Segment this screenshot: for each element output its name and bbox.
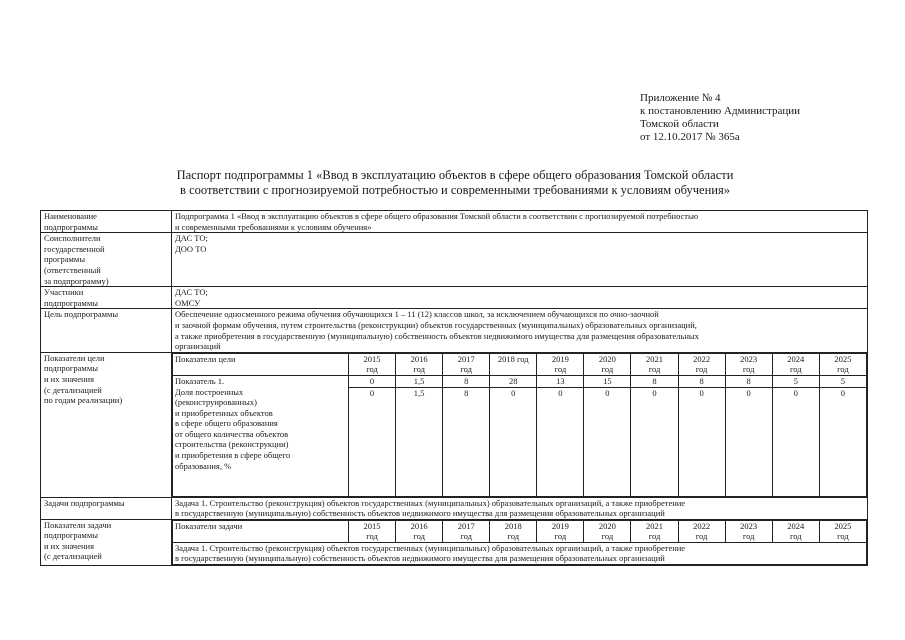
- row-label: Показатели цели подпрограммы и их значения (с детализацией по годам реализации): [41, 352, 172, 497]
- year-header: 2016 год: [396, 520, 443, 542]
- year-header: 2023 год: [725, 353, 772, 375]
- value-cell: 8: [678, 375, 725, 387]
- task-row: [173, 542, 867, 564]
- table-row: [41, 352, 868, 497]
- year-header: 2023 год: [725, 520, 772, 542]
- value-cell: 15: [584, 375, 631, 387]
- appendix-line: от 12.10.2017 № 365а: [640, 131, 740, 143]
- indicator-cell: [173, 375, 349, 496]
- values-row: [173, 375, 867, 387]
- row-label: Соисполнители государственной программы (ответственный за подпрограмму): [41, 233, 172, 287]
- year-header: 2024 год: [772, 520, 819, 542]
- year-header: 2015 год: [349, 353, 396, 375]
- value-cell: 0: [678, 387, 725, 496]
- value-cell: 8: [725, 375, 772, 387]
- row-value: Задача 1. Строительство (реконструкция) объектов государственных (муниципальных) образовательных организаций, а также приобретение в государственную (муниципальную) собственность объектов недвижимого имущества для размещения образовательных организаций: [172, 497, 868, 519]
- value-cell: 0: [584, 387, 631, 496]
- row-label: Цель подпрограммы: [41, 309, 172, 352]
- value-cell: 0: [349, 375, 396, 387]
- indicator-header: Показатели задачи: [173, 520, 349, 542]
- row-label: Наименование подпрограммы: [41, 211, 172, 233]
- value-cell: 0: [819, 387, 866, 496]
- table-row: [41, 497, 868, 519]
- row-label: Задачи подпрограммы: [41, 497, 172, 519]
- year-header: 2024 год: [772, 353, 819, 375]
- year-header: 2017 год: [443, 520, 490, 542]
- passport-table: [40, 210, 868, 566]
- value-cell: 0: [349, 387, 396, 496]
- title-line: в соответствии с прогнозируемой потребностью и современными требованиями к условиям обучения»: [180, 183, 730, 197]
- value-cell: 5: [772, 375, 819, 387]
- table-row: [41, 519, 868, 565]
- row-value: Обеспечение односменного режима обучения обучающихся 1 – 11 (12) классов школ, за исключением обучающихся по очно-заочной и заочной формам обучения, путем строительства (реконструкции) объектов государственных (муниципальных) образовательных организаций, а также приобретения в государственную (муниципальную) собственность объектов недвижимого имущества для размещения образовательных организаций: [172, 309, 868, 352]
- year-header: 2016 год: [396, 353, 443, 375]
- value-cell: 8: [631, 375, 678, 387]
- year-header-row: [173, 520, 867, 542]
- indicator-description: Доля построенных (реконструированных) и приобретенных объектов в сфере общего образования от общего количества объектов строительства (реконструкции) и приобретения в сфере общего образования, %: [175, 386, 291, 471]
- year-header: 2021 год: [631, 353, 678, 375]
- table-row: [41, 233, 868, 287]
- table-row: [41, 211, 868, 233]
- row-value: ДАС ТО; ДОО ТО: [172, 233, 868, 287]
- document-title: [40, 168, 870, 198]
- year-header: 2025 год: [819, 353, 866, 375]
- value-cell: 0: [490, 387, 537, 496]
- year-header: 2018 год: [490, 520, 537, 542]
- year-header: 2019 год: [537, 520, 584, 542]
- value-cell: 13: [537, 375, 584, 387]
- indicator-header: Показатели цели: [173, 353, 349, 375]
- year-header: 2022 год: [678, 520, 725, 542]
- year-header: 2015 год: [349, 520, 396, 542]
- year-header: 2021 год: [631, 520, 678, 542]
- year-header: 2025 год: [819, 520, 866, 542]
- value-cell: 8: [443, 387, 490, 496]
- value-cell: 0: [631, 387, 678, 496]
- task-indicators-table: [172, 520, 867, 565]
- year-header: 2019 год: [537, 353, 584, 375]
- year-header: 2018 год: [490, 353, 537, 375]
- value-cell: 28: [490, 375, 537, 387]
- row-value: ДАС ТО; ОМСУ: [172, 287, 868, 309]
- value-cell: 0: [537, 387, 584, 496]
- row-value: Подпрограмма 1 «Ввод в эксплуатацию объектов в сфере общего образования Томской области в соответствии с прогнозируемой потребностью и современными требованиями к условиям обучения»: [172, 211, 868, 233]
- year-header-row: [173, 353, 867, 375]
- year-header: 2022 год: [678, 353, 725, 375]
- goal-indicators-cell: [172, 352, 868, 497]
- appendix-line: к постановлению Администрации: [640, 105, 801, 117]
- year-header: 2020 год: [584, 353, 631, 375]
- appendix-block: [640, 92, 800, 144]
- table-row: [41, 287, 868, 309]
- year-header: 2020 год: [584, 520, 631, 542]
- appendix-line: Приложение № 4: [640, 92, 721, 104]
- row-label: Участники подпрограммы: [41, 287, 172, 309]
- row-label: Показатели задачи подпрограммы и их значения (с детализацией: [41, 519, 172, 565]
- value-cell: 0: [725, 387, 772, 496]
- goal-indicators-table: [172, 353, 867, 497]
- value-cell: 8: [443, 375, 490, 387]
- table-row: [41, 309, 868, 352]
- value-cell: 5: [819, 375, 866, 387]
- appendix-line: Томской области: [640, 118, 719, 130]
- task-indicators-cell: [172, 519, 868, 565]
- indicator-title: Показатель 1.: [175, 375, 225, 386]
- task-text: Задача 1. Строительство (реконструкция) объектов государственных (муниципальных) образовательных организаций, а также приобретение в государственную (муниципальную) собственность объектов недвижимого имущества для размещения образовательных организаций: [173, 542, 867, 564]
- year-header: 2017 год: [443, 353, 490, 375]
- value-cell: 0: [772, 387, 819, 496]
- title-line: Паспорт подпрограммы 1 «Ввод в эксплуатацию объектов в сфере общего образования Томской области: [176, 168, 734, 182]
- value-cell: 1,5: [396, 375, 443, 387]
- value-cell: 1,5: [396, 387, 443, 496]
